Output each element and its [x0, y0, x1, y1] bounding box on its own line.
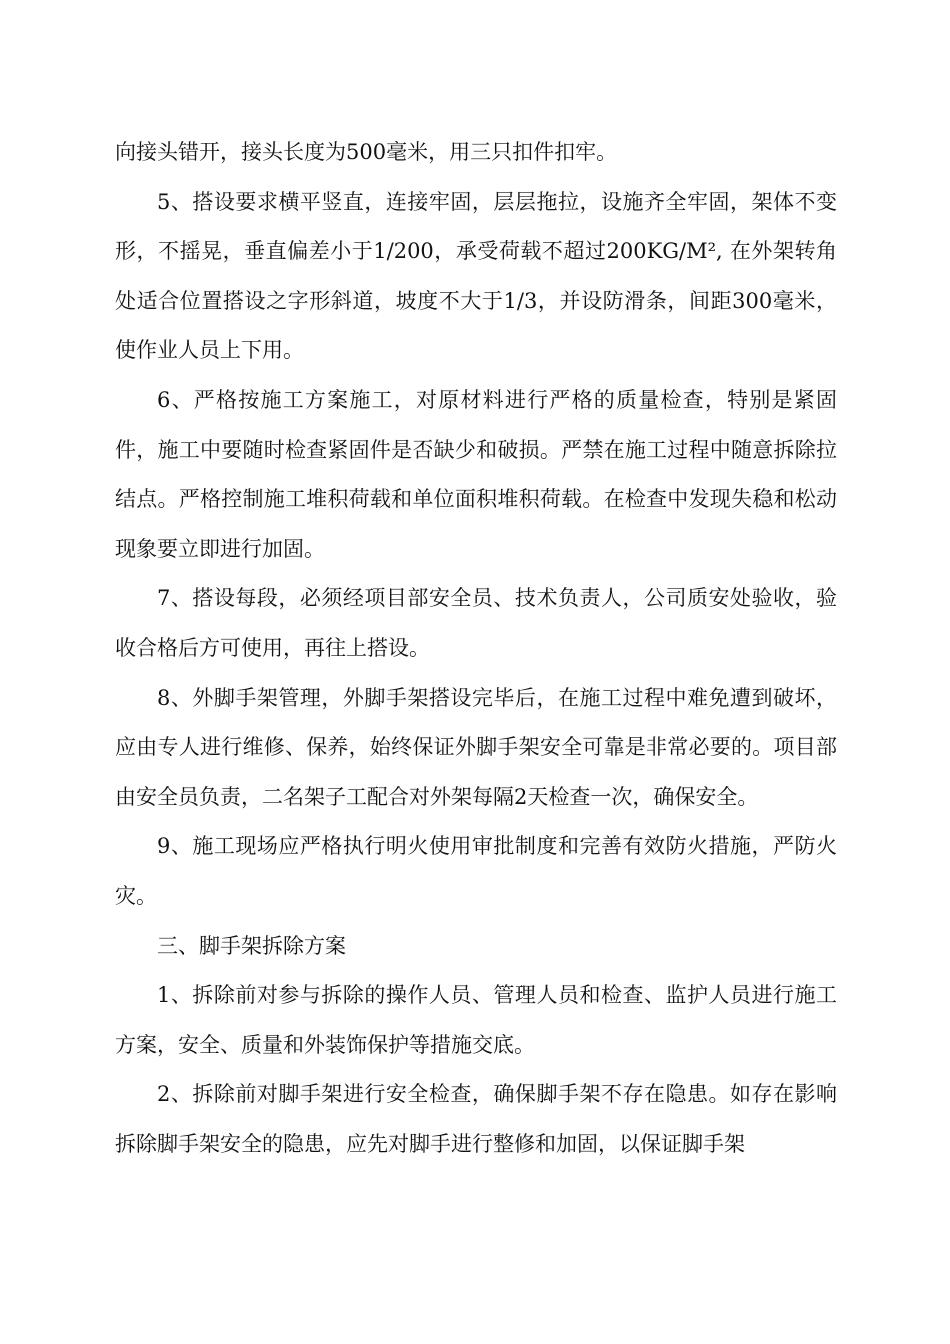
- paragraph-item-2: 2、拆除前对脚手架进行安全检查，确保脚手架不存在隐患。如存在影响拆除脚手架安全的隐患，应先对脚手进行整修和加固，以保证脚手架: [115, 1082, 837, 1156]
- paragraph-item-5: 5、搭设要求横平竖直，连接牢固，层层拖拉，设施齐全牢固，架体不变形，不摇晃，垂直偏差小于1/200，承受荷载不超过200KG/M², 在外架转角处适合位置搭设之字形斜道，坡度不大于1/3，并设防滑条，间距300毫米，使作业人员上下用。: [115, 189, 837, 363]
- paragraph-item-8: 8、外脚手架管理，外脚手架搭设完毕后，在施工过程中难免遭到破坏，应由专人进行维修、保养，始终保证外脚手架安全可靠是非常必要的。项目部由安全员负责，二名架子工配合对外架每隔2天检查一次，确保安全。: [115, 685, 837, 809]
- paragraph-continuation: 向接头错开，接头长度为500毫米，用三只扣件扣牢。: [115, 140, 618, 164]
- paragraph-item-1: 1、拆除前对参与拆除的操作人员、管理人员和检查、监护人员进行施工方案，安全、质量和外装饰保护等措施交底。: [115, 983, 837, 1057]
- section-heading: 三、脚手架拆除方案: [157, 933, 346, 958]
- paragraph-item-6: 6、严格按施工方案施工，对原材料进行严格的质量检查，特别是紧固件，施工中要随时检查紧固件是否缺少和破损。严禁在施工过程中随意拆除拉结点。严格控制施工堆积荷载和单位面积堆积荷载。在检查中发现失稳和松动现象要立即进行加固。: [115, 387, 837, 561]
- paragraph-item-7: 7、搭设每段，必须经项目部安全员、技术负责人，公司质安处验收，验收合格后方可使用，再往上搭设。: [115, 586, 837, 660]
- document-page: [115, 128, 837, 1169]
- paragraph-item-9: 9、施工现场应严格执行明火使用审批制度和完善有效防火措施，严防火灾。: [115, 834, 837, 908]
